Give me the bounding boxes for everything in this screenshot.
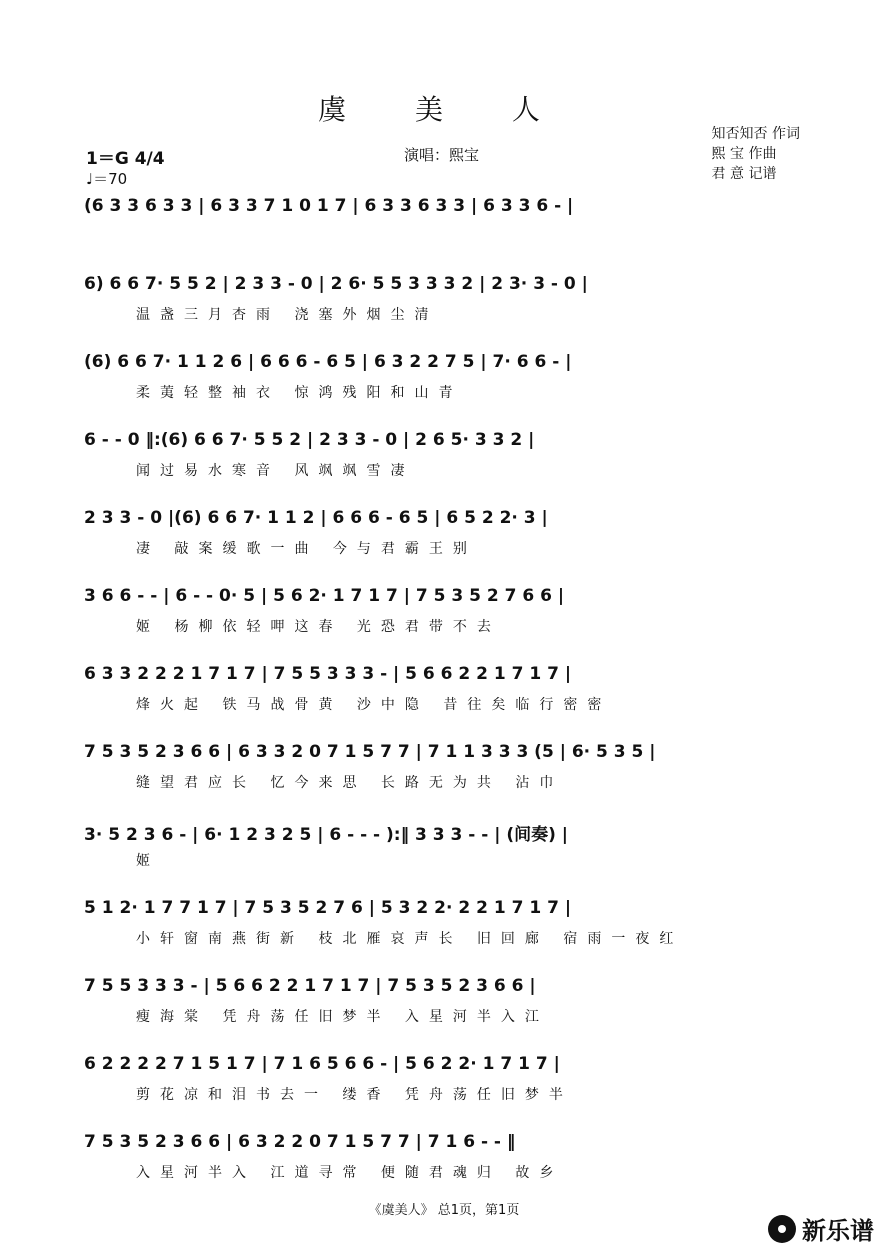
lyrics-row <box>84 1162 808 1182</box>
lyrics-row <box>84 928 808 948</box>
score-notes-row <box>84 820 808 844</box>
score-notes-row <box>84 430 808 454</box>
notes-text: 6 - - 0 ‖:(6) 6 6 7· 5 5 2 | 2 3 3 - 0 | 2 6 5· 3 3 2 | <box>84 430 535 450</box>
singer-credit: 演唱：熙宝 <box>404 146 480 164</box>
lyrics-text: 烽火起 铁马战骨黄 沙中隐 昔往矣临行密密 <box>136 697 612 713</box>
notes-text: 5 1 2· 1 7 7 1 7 | 7 5 3 5 2 7 6 | 5 3 2 2· 2 2 1 7 1 7 | <box>84 898 572 918</box>
song-title: 虞 美 人 <box>318 93 570 126</box>
score-notes-row <box>84 274 808 298</box>
lyrics-row <box>84 304 808 324</box>
lyrics-row <box>84 226 808 246</box>
notes-text: 6 2 2 2 2 7 1 5 1 7 | 7 1 6 5 6 6 - | 5 6 2 2· 1 7 1 7 | <box>84 1054 560 1074</box>
score-notes-row <box>84 976 808 1000</box>
lyrics-text: 温盏三月杏雨 浇塞外烟尘清 <box>136 307 439 323</box>
record-disc-icon <box>768 1215 796 1243</box>
notes-text: 7 5 3 5 2 3 6 6 | 6 3 3 2 0 7 1 5 7 7 | 7 1 1 3 3 3 (5 | 6· 5 3 5 | <box>84 742 656 762</box>
lyrics-text: 小轩窗南燕街新 枝北雁哀声长 旧回廊 宿雨一夜红 <box>136 931 684 947</box>
lyrics-row <box>84 694 808 714</box>
score-notes-row <box>84 898 808 922</box>
lyrics-text: 剪花凉和泪书去一 缕香 凭舟荡任旧梦半 <box>136 1087 573 1103</box>
notes-text: 7 5 3 5 2 3 6 6 | 6 3 2 2 0 7 1 5 7 7 | 7 1 6 - - ‖ <box>84 1132 516 1152</box>
lyrics-row <box>84 1084 808 1104</box>
lyrics-text: 瘦海棠 凭舟荡任旧梦半 入星河半入江 <box>136 1009 549 1025</box>
lyrics-row <box>84 538 808 558</box>
lyrics-row <box>84 460 808 480</box>
lyrics-text: 缝望君应长 忆今来思 长路无为共 沾巾 <box>136 775 564 791</box>
lyrics-row <box>84 616 808 636</box>
score-notes-row <box>84 1054 808 1078</box>
score-notes-row <box>84 352 808 376</box>
lyrics-text: 姬 杨柳依轻呷这春 光恐君带不去 <box>136 619 501 635</box>
composer-credit: 熙 宝 作曲 <box>711 146 777 162</box>
lyrics-row <box>84 850 808 870</box>
lyrics-text: 凄 敲案缓歌一曲 今与君霸王别 <box>136 541 477 557</box>
lyricist-credit: 知否知否 作词 <box>711 126 800 142</box>
lyrics-row <box>84 772 808 792</box>
key-signature: 1＝G 4/4 <box>86 149 165 169</box>
score-notes-row <box>84 196 808 220</box>
score-notes-row <box>84 742 808 766</box>
notes-text: 7 5 5 3 3 3 - | 5 6 6 2 2 1 7 1 7 | 7 5 3 5 2 3 6 6 | <box>84 976 536 996</box>
credits-block <box>712 124 800 184</box>
lyrics-row <box>84 382 808 402</box>
transcriber-credit: 君 意 记谱 <box>711 166 777 182</box>
notes-text: 2 3 3 - 0 |(6) 6 6 7· 1 1 2 | 6 6 6 - 6 5 | 6 5 2 2· 3 | <box>84 508 548 528</box>
lyrics-text: 入星河半入 江道寻常 便随君魂归 故乡 <box>136 1165 564 1181</box>
page-footer: 《虞美人》 总1页，第1页 <box>368 1203 520 1218</box>
lyrics-text: 闻过易水寒音 风飒飒雪凄 <box>136 463 415 479</box>
lyrics-text: 柔荑轻整袖衣 惊鸿残阳和山青 <box>136 385 463 401</box>
score-notes-row <box>84 664 808 688</box>
logo-text: 新乐谱 <box>802 1217 874 1245</box>
score-notes-row <box>84 1132 808 1156</box>
site-logo <box>768 1211 874 1246</box>
notes-text: 6 3 3 2 2 2 1 7 1 7 | 7 5 5 3 3 3 - | 5 6 6 2 2 1 7 1 7 | <box>84 664 572 684</box>
notes-text: 3 6 6 - - | 6 - - 0· 5 | 5 6 2· 1 7 1 7 | 7 5 3 5 2 7 6 6 | <box>84 586 565 606</box>
notes-text: 3· 5 2 3 6 - | 6· 1 2 3 2 5 | 6 - - - ):‖ 3 3 3 - - | (间奏) | <box>84 825 569 845</box>
lyrics-text: 姬 <box>136 853 160 869</box>
score-notes-row <box>84 586 808 610</box>
notes-text: (6) 6 6 7· 1 1 2 6 | 6 6 6 - 6 5 | 6 3 2 2 7 5 | 7· 6 6 - | <box>84 352 572 372</box>
lyrics-row <box>84 1006 808 1026</box>
score-notes-row <box>84 508 808 532</box>
notes-text: (6 3 3 6 3 3 | 6 3 3 7 1 0 1 7 | 6 3 3 6 3 3 | 6 3 3 6 - | <box>84 196 574 216</box>
notes-text: 6) 6 6 7· 5 5 2 | 2 3 3 - 0 | 2 6· 5 5 3 3 3 2 | 2 3· 3 - 0 | <box>84 274 588 294</box>
tempo-marking: ♩＝70 <box>86 170 128 188</box>
